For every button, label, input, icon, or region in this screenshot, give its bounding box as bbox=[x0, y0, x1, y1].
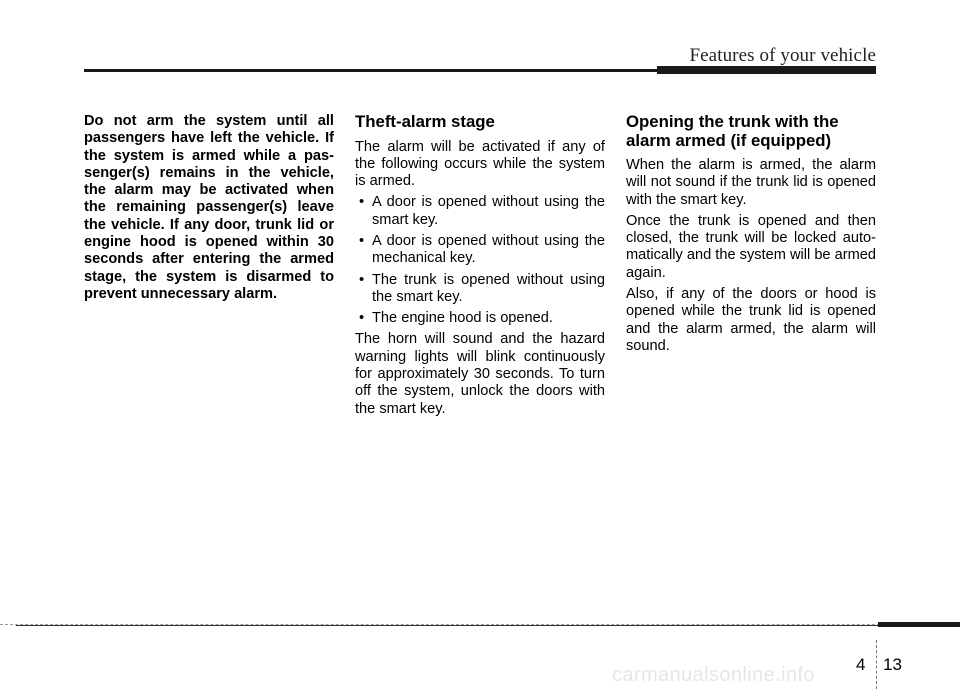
chapter-number: 4 bbox=[856, 655, 866, 674]
page-number-divider bbox=[876, 640, 877, 689]
trunk-paragraph: When the alarm is armed, the alarm will not sound if the trunk lid is opened with the smart key. bbox=[626, 157, 876, 208]
theft-alarm-heading: Theft-alarm stage bbox=[355, 112, 495, 131]
trunk-paragraph: Also, if any of the doors or hood is opened while the trunk lid is opened and the alarm armed, the alarm will sound. bbox=[626, 286, 876, 354]
trunk-paragraph: Once the trunk is opened and then closed, the trunk will be locked auto-matically and the system will be armed again. bbox=[626, 212, 876, 281]
trunk-heading: Opening the trunk with the alarm armed (if equipped) bbox=[626, 112, 839, 150]
footer-rule-accent bbox=[878, 622, 960, 627]
watermark-text: carmanualsonline.info bbox=[612, 664, 815, 686]
section-title: Features of your vehicle bbox=[689, 45, 876, 66]
column-theft-alarm bbox=[355, 113, 605, 422]
list-item: • A door is opened without using the mechanical key. bbox=[355, 233, 605, 268]
list-item: • The trunk is opened without using the smart key. bbox=[355, 272, 605, 307]
theft-alarm-intro: The alarm will be activated if any of the following occurs while the system is armed. bbox=[355, 138, 605, 190]
theft-alarm-outro: The horn will sound and the hazard warning lights will blink continuously for approximately 30 seconds. To turn off the system, unlock the doors with the smart key. bbox=[355, 331, 605, 417]
column-trunk bbox=[626, 113, 876, 359]
column-warning bbox=[84, 113, 334, 303]
theft-alarm-list bbox=[355, 194, 605, 327]
footer-rule bbox=[16, 625, 878, 626]
header-rule bbox=[84, 69, 657, 72]
list-item: • A door is opened without using the smart key. bbox=[355, 194, 605, 229]
list-item: • The engine hood is opened. bbox=[355, 310, 605, 327]
page-number: 13 bbox=[883, 655, 902, 674]
header-rule-accent bbox=[657, 66, 876, 74]
warning-text: Do not arm the system until all passengers have left the vehicle. If the system is armed while a pas-senger(s) remains in the vehicle, the alarm may be activated when the remaining passenger(s) leave the vehicle. If any door, trunk lid or engine hood is opened within 30 seconds after entering the armed stage, the system is disarmed to prevent unnecessary alarm. bbox=[84, 113, 334, 302]
